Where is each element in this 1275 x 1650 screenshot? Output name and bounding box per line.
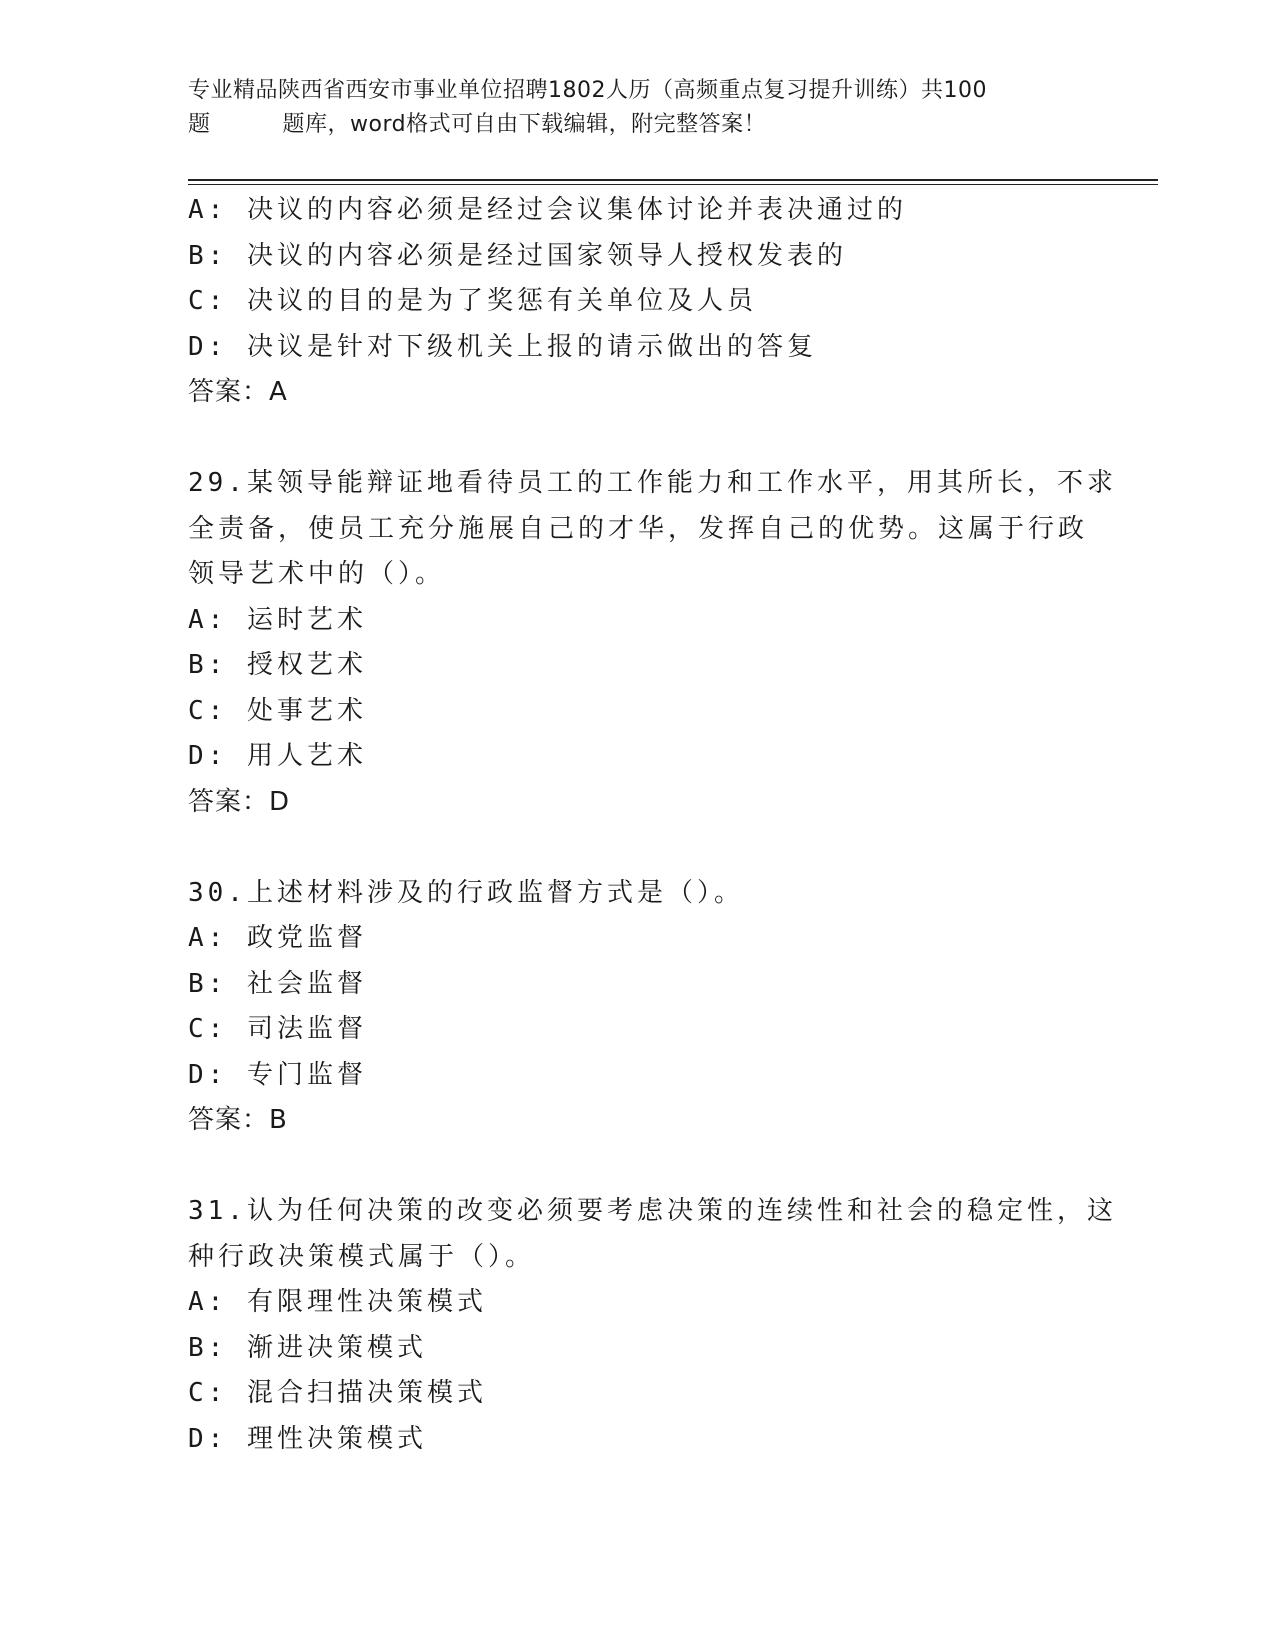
- header-title-line-2: [188, 108, 1088, 142]
- q28-option-a: A: 决议的内容必须是经过会议集体讨论并表决通过的: [188, 195, 907, 225]
- q30-option-c: C: 司法监督: [188, 1014, 367, 1044]
- q29-text-line-2: 全责备，使员工充分施展自己的才华，发挥自己的优势。这属于行政: [188, 513, 1089, 544]
- document-header: [188, 74, 1088, 142]
- q29-answer: 答案：D: [188, 786, 291, 817]
- q30-text-line-1: 30.上述材料涉及的行政监督方式是（）。: [188, 877, 744, 908]
- q30-option-a: A: 政党监督: [188, 923, 367, 953]
- header-title-line-1: 专业精品陕西省西安市事业单位招聘1802人历（高频重点复习提升训练）共100: [188, 78, 987, 103]
- q29-option-c: C: 处事艺术: [188, 695, 367, 726]
- q28-answer: 答案：A: [188, 377, 288, 407]
- q30-option-d: D: 专门监督: [188, 1059, 367, 1090]
- q31-text-line-1: 31.认为任何决策的改变必须要考虑决策的连续性和社会的稳定性，这: [188, 1196, 1117, 1226]
- q31-option-b: B: 渐进决策模式: [188, 1332, 427, 1363]
- question-29-block: [188, 461, 1117, 825]
- header-divider-thick: [188, 179, 1158, 181]
- q30-option-b: B: 社会监督: [188, 968, 367, 999]
- q29-text-line-1: 29.某领导能辩证地看待员工的工作能力和工作水平，用其所长，不求: [188, 468, 1117, 498]
- header-title-line-2-end: 题库，word格式可自由下载编辑，附完整答案！: [282, 112, 767, 137]
- q29-option-d: D: 用人艺术: [188, 741, 367, 771]
- header-divider-thin: [188, 184, 1158, 185]
- question-28-block: [188, 188, 1088, 416]
- q29-option-a: A: 运时艺术: [188, 604, 367, 635]
- q28-option-b: B: 决议的内容必须是经过国家领导人授权发表的: [188, 240, 847, 271]
- q31-option-a: A: 有限理性决策模式: [188, 1287, 487, 1317]
- question-31-block: [188, 1189, 1117, 1462]
- q28-option-c: C: 决议的目的是为了奖惩有关单位及人员: [188, 286, 757, 316]
- q29-option-b: B: 授权艺术: [188, 650, 367, 680]
- q29-text-line-3: 领导艺术中的（）。: [188, 559, 446, 589]
- q30-answer: 答案：B: [188, 1105, 288, 1135]
- q31-option-c: C: 混合扫描决策模式: [188, 1378, 487, 1408]
- header-title-line-2-start: 题: [188, 112, 211, 137]
- q31-text-line-2: 种行政决策模式属于（）。: [188, 1241, 536, 1272]
- question-30-block: [188, 871, 1088, 1144]
- question-list: [188, 188, 1117, 1462]
- q31-option-d: D: 理性决策模式: [188, 1423, 427, 1454]
- q28-option-d: D: 决议是针对下级机关上报的请示做出的答复: [188, 331, 817, 362]
